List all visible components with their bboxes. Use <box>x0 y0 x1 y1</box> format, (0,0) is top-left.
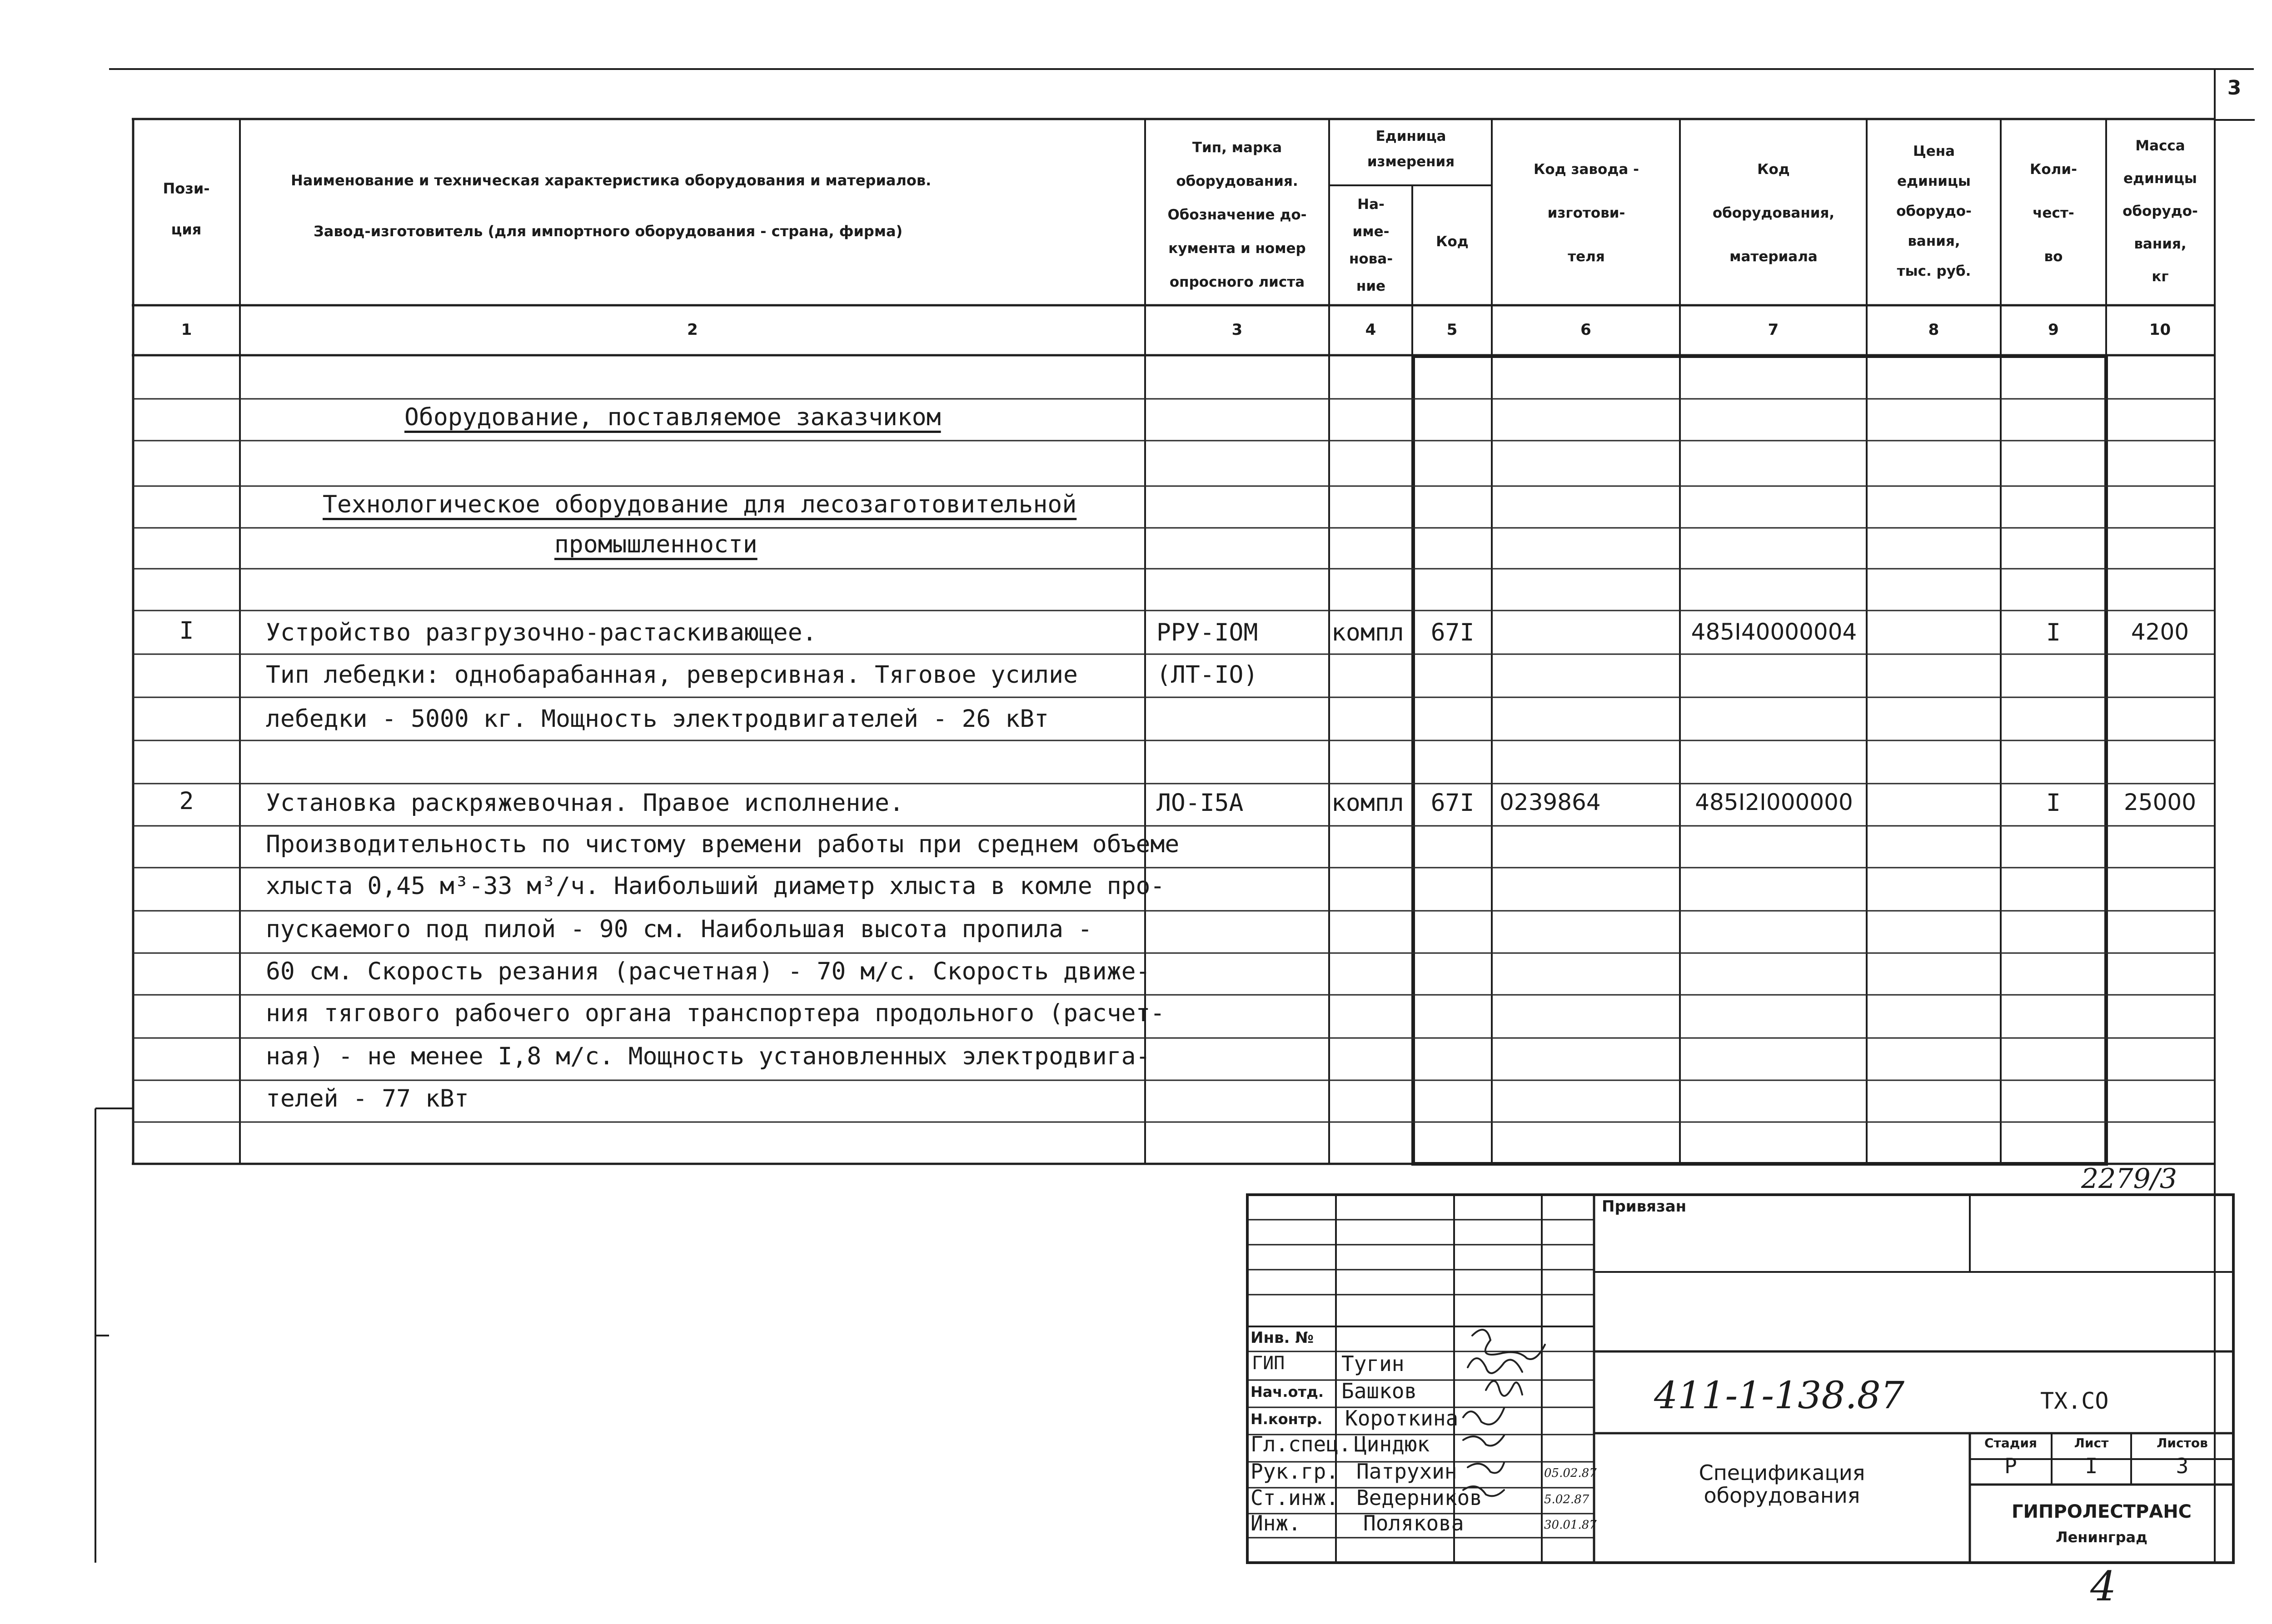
item2-name: Установка раскряжевочная. Правое исполнение. <box>266 789 904 817</box>
stage-label: Стадия <box>1984 1435 2037 1450</box>
item2-desc-line6: ная) - не менее I,8 м/с. Мощность установленных электродвига- <box>266 1043 1151 1070</box>
item1-unit: компл <box>1331 619 1404 646</box>
col-number-5: 5 <box>1446 321 1458 339</box>
stamp-attached-label: Привязан <box>1602 1197 1687 1216</box>
col-number-4: 4 <box>1365 321 1376 339</box>
header-plant-code: Код завода - изготови- теля <box>1534 161 1639 265</box>
col-number-3: 3 <box>1231 321 1243 339</box>
item2-mass: 25000 <box>2123 789 2197 815</box>
header-position: Пози- ция <box>163 180 210 238</box>
item2-unit: компл <box>1331 789 1404 817</box>
signer-name-7: Полякова <box>1363 1511 1464 1535</box>
header-equip-code: Код оборудования, материала <box>1712 161 1835 265</box>
header-qty: Коли- чест- во <box>2030 161 2077 265</box>
signer-name-5: Патрухин <box>1356 1459 1457 1484</box>
item1-equip-code: 485I40000004 <box>1691 619 1857 645</box>
stamp-inv-label: Инв. № <box>1251 1329 1314 1347</box>
doc-title-line1: Спецификация <box>1699 1460 1865 1485</box>
col-number-8: 8 <box>1928 321 1939 339</box>
ref-number: 2279/3 <box>2081 1163 2177 1195</box>
section-heading-tech-line2: промышленности <box>554 531 757 558</box>
section-heading-tech-line1: Технологическое оборудование для лесозаготовительной <box>323 491 1077 518</box>
col-number-7: 7 <box>1768 321 1779 339</box>
signer-role-5: Рук.гр. <box>1251 1459 1339 1484</box>
signatures <box>1454 1326 1595 1540</box>
item2-desc-line7: телей - 77 кВт <box>266 1085 469 1112</box>
header-unit-name: На- име- нова- ние <box>1349 196 1393 294</box>
sheet-value: I <box>2085 1454 2098 1478</box>
doc-title-line2: оборудования <box>1704 1483 1860 1508</box>
signer-date-7: 30.01.87 <box>1544 1518 1597 1532</box>
header-name-line1: Наименование и техническая характеристика оборудования и материалов. <box>291 172 932 189</box>
item1-desc-line1: Тип лебедки: однобарабанная, реверсивная. Тяговое усилие <box>266 661 1078 689</box>
signer-date-6: 5.02.87 <box>1544 1493 1589 1506</box>
page-number: 3 <box>2227 76 2242 99</box>
item2-desc-line2: хлыста 0,45 м³-33 м³/ч. Наибольший диаметр хлыста в комле про- <box>266 872 1165 900</box>
doc-code: 411-1-138.87 <box>1654 1374 1905 1417</box>
item1-name: Устройство разгрузочно-растаскивающее. <box>266 619 817 646</box>
signer-name-3: Короткина <box>1345 1406 1459 1430</box>
item2-equip-code: 485I2I000000 <box>1695 789 1853 815</box>
item1-position: I <box>179 617 194 645</box>
signer-name-4: Циндюк <box>1354 1432 1430 1456</box>
signer-name-6: Ведерников <box>1356 1485 1482 1510</box>
item2-desc-line1: Производительность по чистому времени работы при среднем объеме <box>266 830 1180 858</box>
item2-desc-line4: 60 см. Скорость резания (расчетная) - 70 м/с. Скорость движе- <box>266 958 1151 985</box>
item1-unit-code: 67I <box>1430 619 1475 646</box>
stage-value: Р <box>2004 1454 2017 1478</box>
header-mass: Масса единицы оборудо- вания, кг <box>2123 138 2198 285</box>
signer-role-3: Н.контр. <box>1251 1410 1323 1428</box>
header-unit-group: Единица измерения <box>1367 128 1455 170</box>
signer-date-5: 05.02.87 <box>1544 1466 1597 1480</box>
item2-position: 2 <box>179 787 194 815</box>
signer-role-1: ГИП <box>1252 1353 1285 1374</box>
item1-desc-line2: лебедки - 5000 кг. Мощность электродвигателей - 26 кВт <box>266 705 1049 733</box>
item1-mass: 4200 <box>2131 619 2189 645</box>
item2-unit-code: 67I <box>1430 789 1475 817</box>
doc-mark: ТХ.СО <box>2040 1388 2109 1414</box>
header-price: Цена единицы оборудо- вания, тыс. руб. <box>1896 143 1972 279</box>
item1-qty: I <box>2046 619 2061 646</box>
col-number-6: 6 <box>1580 321 1591 339</box>
signer-name-2: Башков <box>1341 1379 1417 1403</box>
signer-name-1: Тугин <box>1341 1351 1405 1376</box>
item2-type: ЛО-I5А <box>1156 789 1244 817</box>
footer-mark: 4 <box>2090 1563 2117 1610</box>
sheets-value: 3 <box>2176 1454 2189 1478</box>
signer-role-7: Инж. <box>1251 1511 1301 1535</box>
item2-desc-line3: пускаемого под пилой - 90 см. Наибольшая высота пропила - <box>266 915 1092 943</box>
signer-role-4: Гл.спец. <box>1251 1432 1351 1456</box>
signer-role-2: Нач.отд. <box>1251 1383 1324 1401</box>
item2-plant-code: 0239864 <box>1500 789 1601 815</box>
header-unit-code: Код <box>1436 233 1469 250</box>
item2-qty: I <box>2046 789 2061 817</box>
col-number-9: 9 <box>2048 321 2059 339</box>
col-number-2: 2 <box>687 321 698 339</box>
org-name: ГИПРОЛЕСТРАНС <box>2011 1501 2192 1522</box>
item2-desc-line5: ния тягового рабочего органа транспортера продольного (расчет- <box>266 999 1165 1027</box>
item1-type: РРУ-IОМ <box>1156 619 1258 646</box>
item1-type2: (ЛТ-IО) <box>1156 661 1258 689</box>
col-number-1: 1 <box>181 321 192 339</box>
header-type: Тип, марка оборудования. Обозначение до- кумента и номер опросного листа <box>1167 139 1307 290</box>
sheet-label: Лист <box>2074 1435 2109 1450</box>
org-city: Ленинград <box>2056 1529 2147 1546</box>
sheets-label: Листов <box>2157 1435 2208 1450</box>
col-number-10: 10 <box>2149 321 2171 339</box>
header-name-line2: Завод-изготовитель (для импортного оборудования - страна, фирма) <box>314 223 903 240</box>
signer-role-6: Ст.инж. <box>1251 1485 1339 1510</box>
section-heading-customer: Оборудование, поставляемое заказчиком <box>404 403 941 431</box>
